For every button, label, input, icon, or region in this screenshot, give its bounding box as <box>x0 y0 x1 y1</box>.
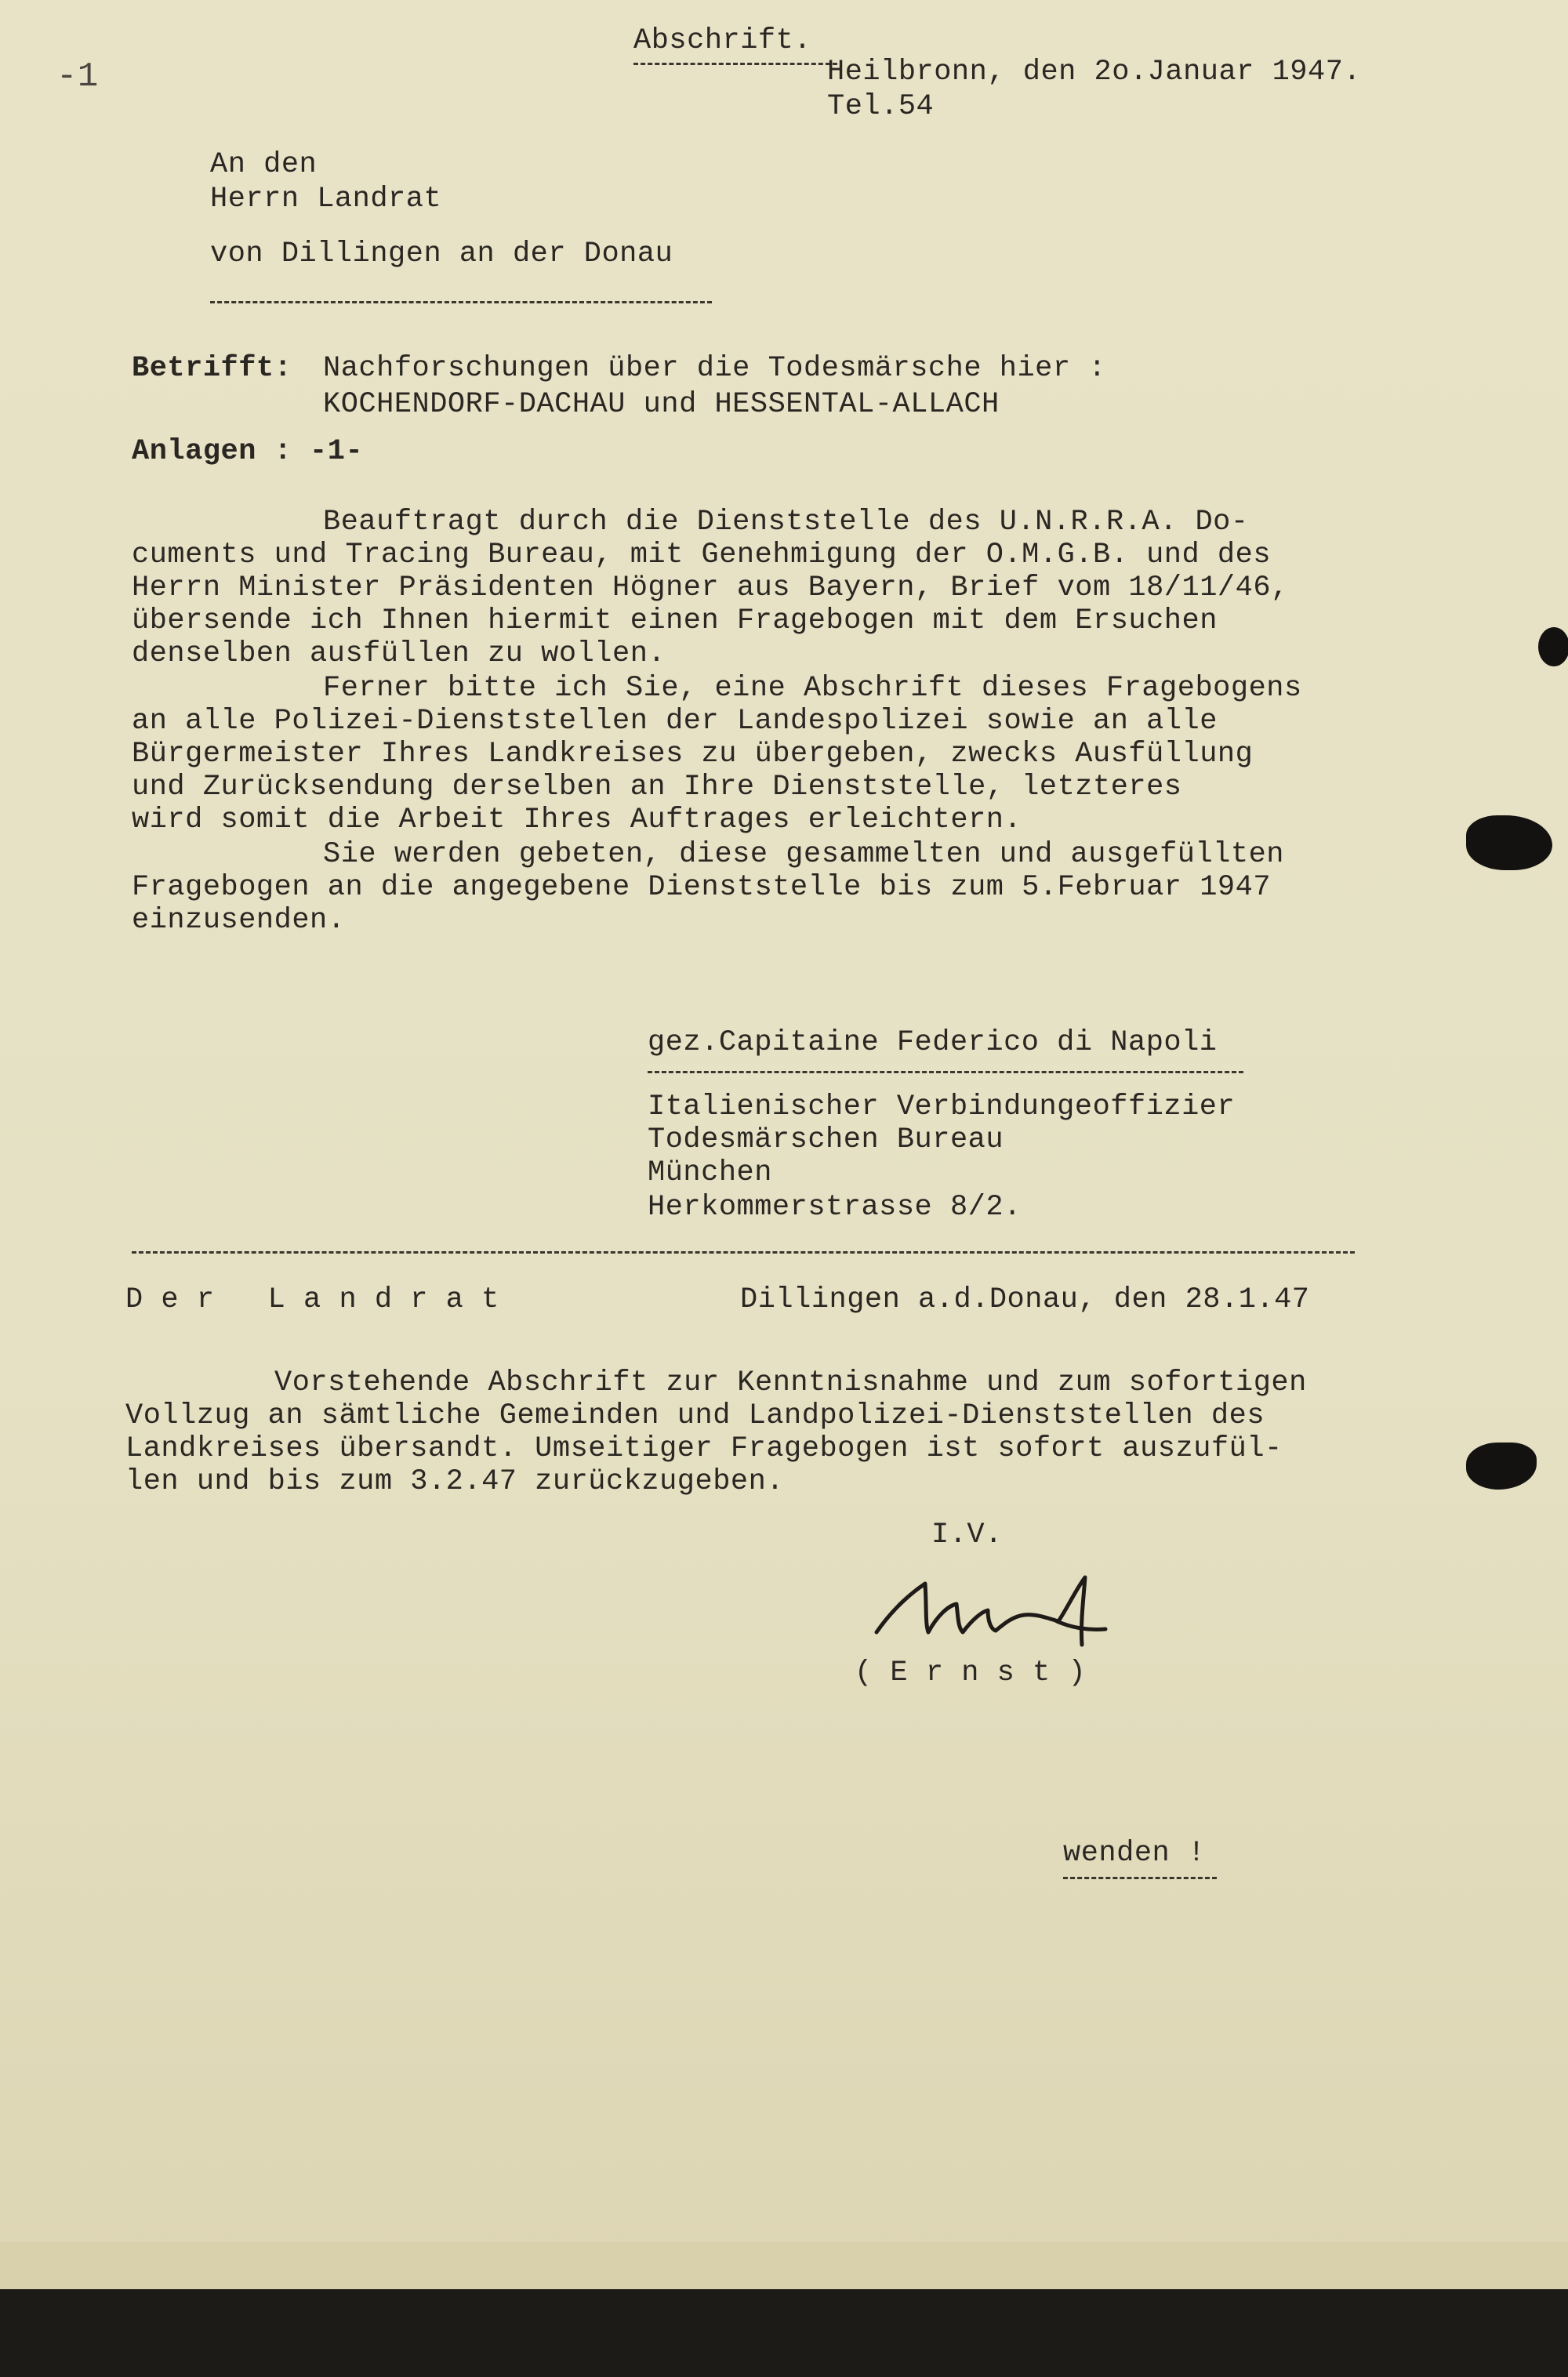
recipient-line-3: von Dillingen an der Donau <box>210 238 673 270</box>
signature-line-2: Todesmärschen Bureau <box>648 1123 1004 1156</box>
endorsement-line: Landkreises übersandt. Umseitiger Fragebogen ist sofort auszufül- <box>125 1432 1283 1465</box>
body-line: Fragebogen an die angegebene Dienststelle bis zum 5.Februar 1947 <box>132 871 1272 904</box>
signer-name: ( E r n s t ) <box>855 1657 1087 1689</box>
signature-underline <box>648 1071 1243 1073</box>
margin-note: -1 <box>56 57 99 96</box>
signature-line-4: Herkommerstrasse 8/2. <box>648 1191 1022 1224</box>
body-line: einzusenden. <box>132 904 346 937</box>
body-line: Ferner bitte ich Sie, eine Abschrift dieses Fragebogens <box>323 672 1302 705</box>
body-line: Beauftragt durch die Dienststelle des U.N.R.R.A. Do- <box>323 506 1249 539</box>
body-line: und Zurücksendung derselben an Ihre Dienststelle, letzteres <box>132 771 1182 804</box>
body-line: Sie werden gebeten, diese gesammelten und ausgefüllten <box>323 838 1284 871</box>
endorsement-from: D e r L a n d r a t <box>125 1283 499 1316</box>
recipient-line-2: Herrn Landrat <box>210 183 442 216</box>
endorsement-line: Vollzug an sämtliche Gemeinden und Landpolizei-Dienststellen des <box>125 1399 1265 1432</box>
turn-over-underline <box>1063 1877 1217 1879</box>
turn-over-note: wenden ! <box>1063 1837 1206 1870</box>
body-line: wird somit die Arbeit Ihres Auftrages erleichtern. <box>132 804 1022 836</box>
handwritten-signature <box>870 1560 1113 1662</box>
signature-line-3: München <box>648 1156 772 1189</box>
stain-mark <box>1466 1443 1537 1490</box>
endorsement-place-date: Dillingen a.d.Donau, den 28.1.47 <box>740 1283 1310 1316</box>
recipient-underline <box>210 301 712 303</box>
body-line: an alle Polizei-Dienststellen der Landespolizei sowie an alle <box>132 705 1218 738</box>
body-line: cuments und Tracing Bureau, mit Genehmigung der O.M.G.B. und des <box>132 539 1272 572</box>
copy-label-underline <box>633 63 837 65</box>
body-line: Herrn Minister Präsidenten Högner aus Bayern, Brief vom 18/11/46, <box>132 572 1289 604</box>
attachments: Anlagen : -1- <box>132 435 364 468</box>
subject-label: Betrifft: <box>132 352 292 385</box>
subject-line-1: Nachforschungen über die Todesmärsche hier : <box>323 352 1106 385</box>
stain-mark <box>1538 627 1568 666</box>
stain-mark <box>1466 815 1552 870</box>
body-line: übersende ich Ihnen hiermit einen Fragebogen mit dem Ersuchen <box>132 604 1218 637</box>
copy-label: Abschrift. <box>633 24 812 57</box>
paper-bottom-edge <box>0 2242 1568 2289</box>
place-date: Heilbronn, den 2o.Januar 1947. <box>827 56 1362 89</box>
subject-line-2: KOCHENDORF-DACHAU und HESSENTAL-ALLACH <box>323 388 1000 421</box>
endorsement-line: len und bis zum 3.2.47 zurückzugeben. <box>125 1465 785 1498</box>
telephone: Tel.54 <box>827 90 935 123</box>
section-separator <box>132 1251 1355 1254</box>
signature-line-1: Italienischer Verbindungeoffizier <box>648 1091 1236 1123</box>
recipient-line-1: An den <box>210 148 318 181</box>
iv-label: I.V. <box>931 1519 1003 1551</box>
body-line: denselben ausfüllen zu wollen. <box>132 637 666 670</box>
endorsement-line: Vorstehende Abschrift zur Kenntnisnahme und zum sofortigen <box>274 1366 1307 1399</box>
body-line: Bürgermeister Ihres Landkreises zu übergeben, zwecks Ausfüllung <box>132 738 1254 771</box>
signed-name: gez.Capitaine Federico di Napoli <box>648 1026 1218 1059</box>
